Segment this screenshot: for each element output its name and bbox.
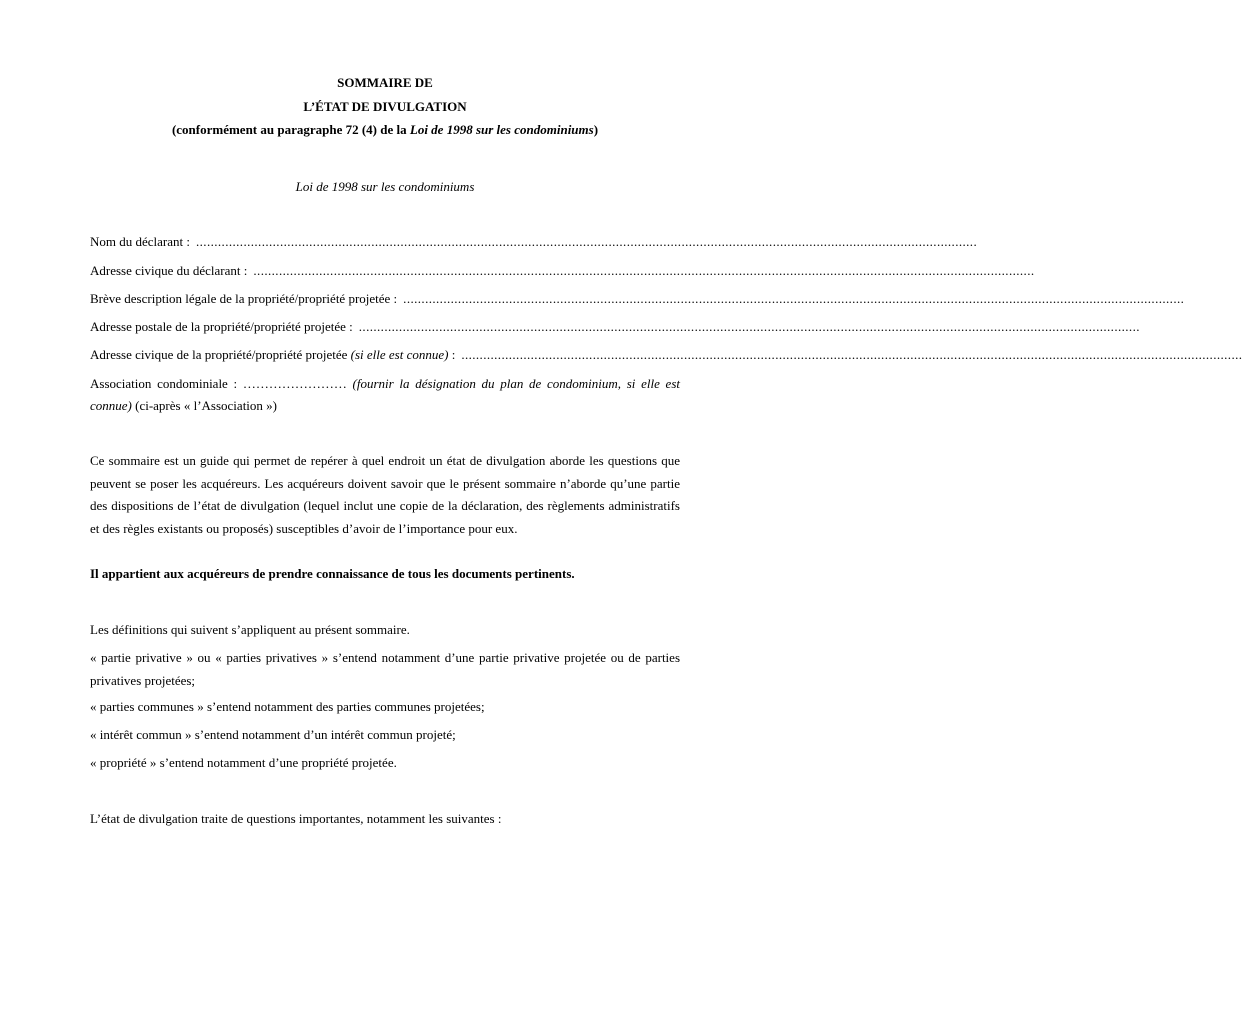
civic-address-label-text: Adresse civique de la propriété/propriété projetée bbox=[90, 347, 351, 362]
definitions-intro: Les définitions qui suivent s’appliquent au présent sommaire. bbox=[90, 622, 410, 637]
title-line-3-before: (conformément au paragraphe 72 (4) de la bbox=[171, 122, 410, 137]
guide-paragraph: Ce sommaire est un guide qui permet de repérer à quel endroit un état de divulgation aborde les questions que peuvent se poser les acquéreurs. Les acquéreurs doivent savoir que le présent sommaire n’aborde qu’une partie des dispositions de l’état de divulgation (lequel inclut une copie de la déclaration, des règlements administratifs et des règles existants ou proposés) susceptibles d’avoir de l’importance pour eux. bbox=[90, 453, 680, 536]
declarant-address-label: Adresse civique du déclarant : bbox=[90, 263, 248, 278]
declarant-address-blank[interactable]: ...................................................................................................................................................................................................................... bbox=[253, 263, 1035, 278]
civic-address-label bbox=[90, 345, 455, 365]
title-line-3-law-name: Loi de 1998 sur les condominiums bbox=[409, 122, 594, 137]
topics-intro: L’état de divulgation traite de questions importantes, notamment les suivantes : bbox=[90, 811, 502, 826]
subtitle: Loi de 1998 sur les condominiums bbox=[295, 179, 475, 194]
title-line-2-initial: L’É bbox=[303, 99, 324, 114]
definition-property: « propriété » s’entend notamment d’une propriété projetée. bbox=[90, 755, 397, 770]
important-notice: Il appartient aux acquéreurs de prendre connaissance de tous les documents pertinents. bbox=[90, 566, 575, 581]
association-label: Association condominiale : bbox=[90, 376, 243, 391]
definition-common-interest: « intérêt commun » s’entend notamment d’un intérêt commun projeté; bbox=[90, 727, 456, 742]
association-suffix: (ci-après « l’Association ») bbox=[131, 398, 277, 413]
declarant-name-row bbox=[90, 232, 978, 252]
title-line-2 bbox=[90, 97, 680, 117]
declarant-name-label: Nom du déclarant : bbox=[90, 234, 190, 249]
legal-description-row bbox=[90, 289, 1185, 309]
declarant-name-blank[interactable]: ...................................................................................................................................................................................................................... bbox=[196, 234, 978, 249]
civic-address-blank[interactable]: ...................................................................................................................................................................................................................... bbox=[461, 347, 1242, 362]
postal-address-label: Adresse postale de la propriété/propriété projetée : bbox=[90, 319, 353, 334]
title-line-1 bbox=[90, 73, 680, 93]
title-line-1-text: OMMAIRE DE bbox=[344, 75, 433, 90]
postal-address-blank[interactable]: ...................................................................................................................................................................................................................... bbox=[358, 319, 1140, 334]
title-line-1-initial: S bbox=[337, 75, 345, 90]
definition-common-elements: « parties communes » s’entend notamment des parties communes projetées; bbox=[90, 699, 485, 714]
civic-address-row bbox=[90, 345, 1242, 365]
definition-unit: « partie privative » ou « parties privatives » s’entend notamment d’une partie privative projetée ou de parties privatives projetées; bbox=[90, 650, 680, 688]
declarant-address-row bbox=[90, 261, 1035, 281]
title-line-3-after: ) bbox=[593, 122, 599, 137]
association-field bbox=[90, 373, 680, 417]
association-blank[interactable]: …………………… bbox=[242, 376, 353, 391]
association-note: (fournir la désignation du plan de condominium, si elle est connue) bbox=[90, 376, 680, 413]
legal-description-blank[interactable]: ...................................................................................................................................................................................................................... bbox=[403, 291, 1185, 306]
legal-description-label: Brève description légale de la propriété/propriété projetée : bbox=[90, 291, 398, 306]
title-line-2-text: TAT DE DIVULGATION bbox=[323, 99, 467, 114]
postal-address-row bbox=[90, 317, 1140, 337]
civic-address-label-note: (si elle est connue) bbox=[350, 347, 449, 362]
title-line-3 bbox=[90, 120, 680, 140]
civic-address-label-colon: : bbox=[448, 347, 456, 362]
